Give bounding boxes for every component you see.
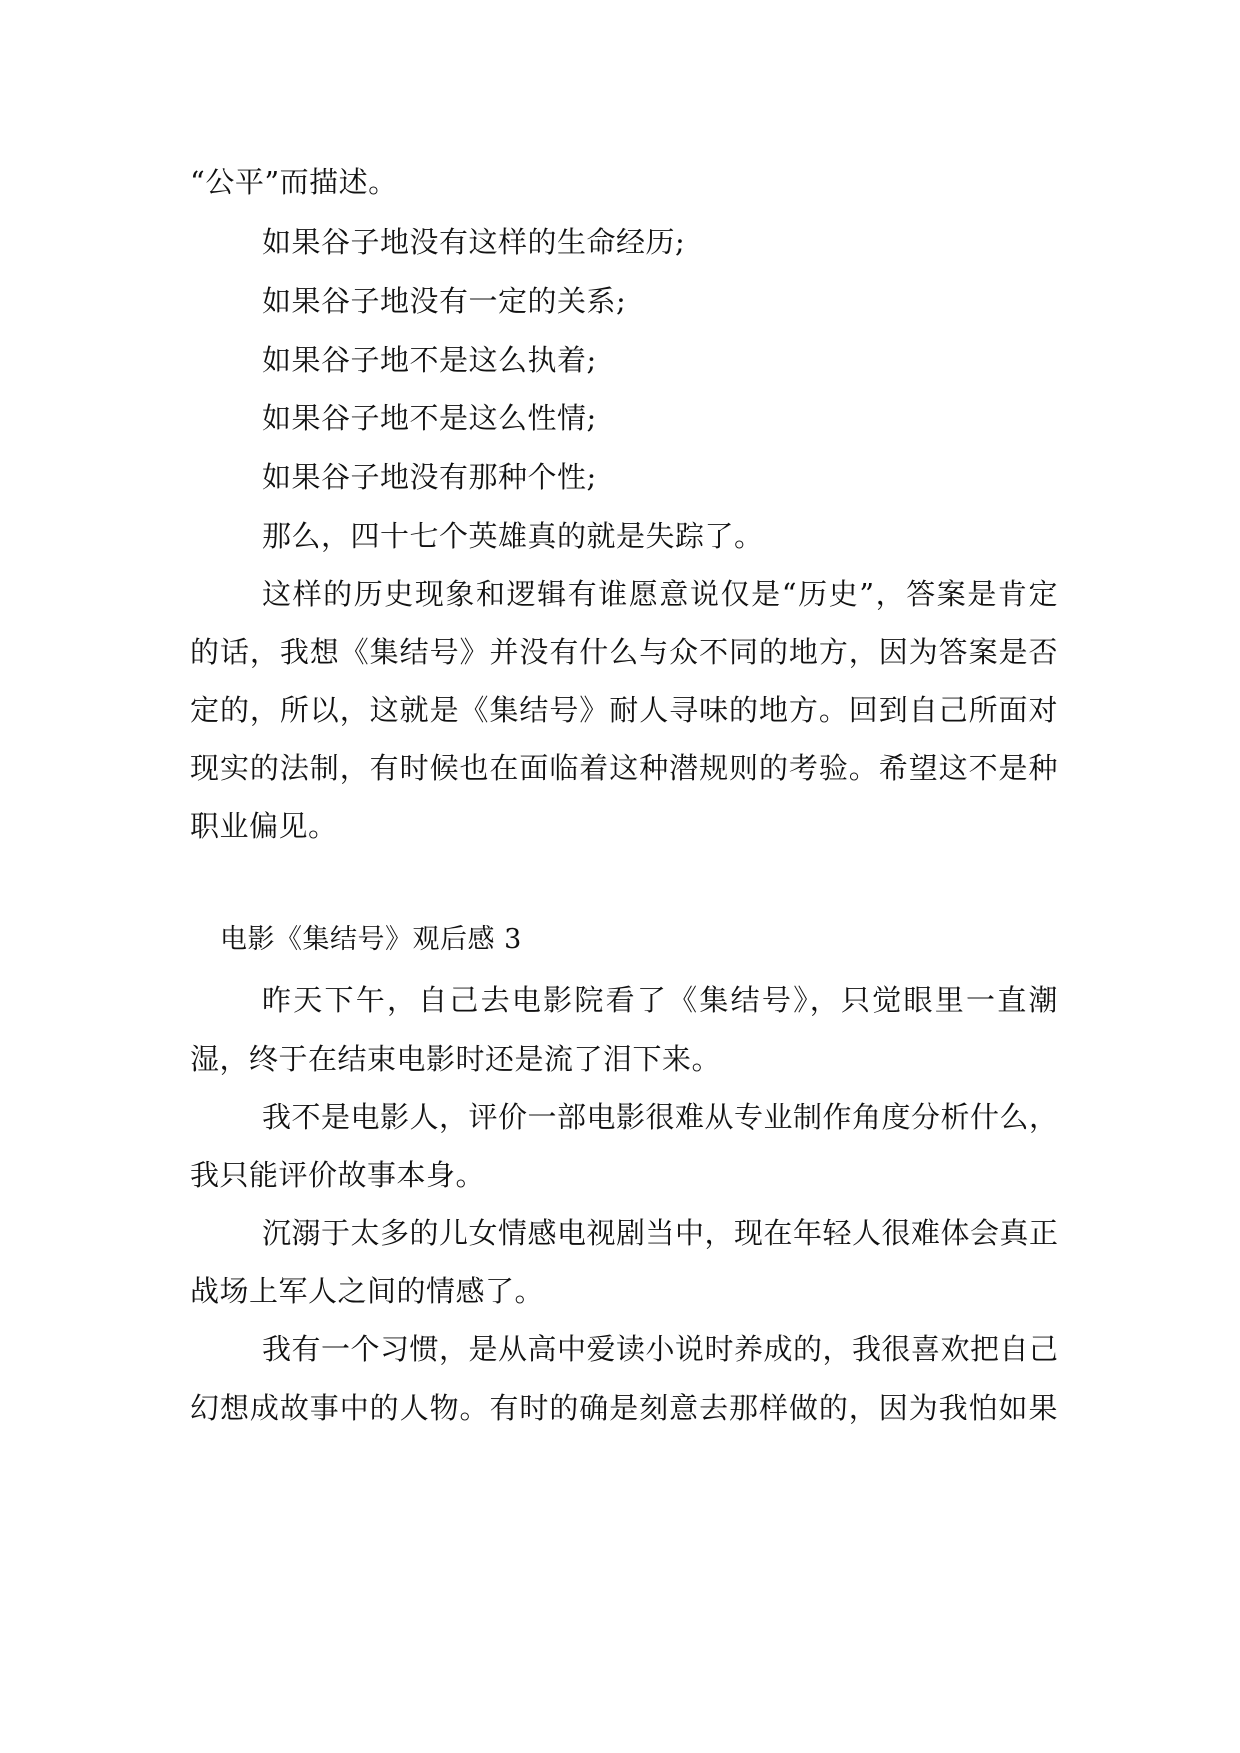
paragraph-line: 战场上军人之间的情感了。 xyxy=(190,1274,545,1308)
paragraph-line: 幻想成故事中的人物。有时的确是刻意去那样做的，因为我怕如果 xyxy=(190,1391,1058,1425)
paragraph-line: 现实的法制，有时候也在面临着这种潜规则的考验。希望这不是种 xyxy=(190,751,1058,785)
paragraph-line: 如果谷子地不是这么性情; xyxy=(262,401,597,435)
paragraph-line: 如果谷子地没有一定的关系; xyxy=(262,284,627,318)
paragraph-line: 沉溺于太多的儿女情感电视剧当中，现在年轻人很难体会真正 xyxy=(262,1216,1059,1250)
paragraph-line: “公平”而描述。 xyxy=(190,165,398,199)
section-heading: 电影《集结号》观后感 3 xyxy=(220,924,522,955)
paragraph-line: 我不是电影人，评价一部电影很难从专业制作角度分析什么， xyxy=(262,1100,1059,1134)
paragraph-line: 职业偏见。 xyxy=(190,809,338,843)
paragraph-line: 我有一个习惯，是从高中爱读小说时养成的，我很喜欢把自己 xyxy=(262,1332,1059,1366)
paragraph-line: 如果谷子地不是这么执着; xyxy=(262,343,597,377)
paragraph-line: 如果谷子地没有这样的生命经历; xyxy=(262,225,686,259)
paragraph-line: 定的，所以，这就是《集结号》耐人寻味的地方。回到自己所面对 xyxy=(190,693,1058,727)
paragraph-line: 这样的历史现象和逻辑有谁愿意说仅是“历史”，答案是肯定 xyxy=(262,577,1058,611)
paragraph-line: 那么，四十七个英雄真的就是失踪了。 xyxy=(262,519,764,553)
paragraph-line: 的话，我想《集结号》并没有什么与众不同的地方，因为答案是否 xyxy=(190,635,1058,669)
paragraph-line: 湿，终于在结束电影时还是流了泪下来。 xyxy=(190,1042,722,1076)
paragraph-line: 我只能评价故事本身。 xyxy=(190,1158,486,1192)
paragraph-line: 如果谷子地没有那种个性; xyxy=(262,460,597,494)
paragraph-line: 昨天下午，自己去电影院看了《集结号》，只觉眼里一直潮 xyxy=(262,983,1058,1017)
